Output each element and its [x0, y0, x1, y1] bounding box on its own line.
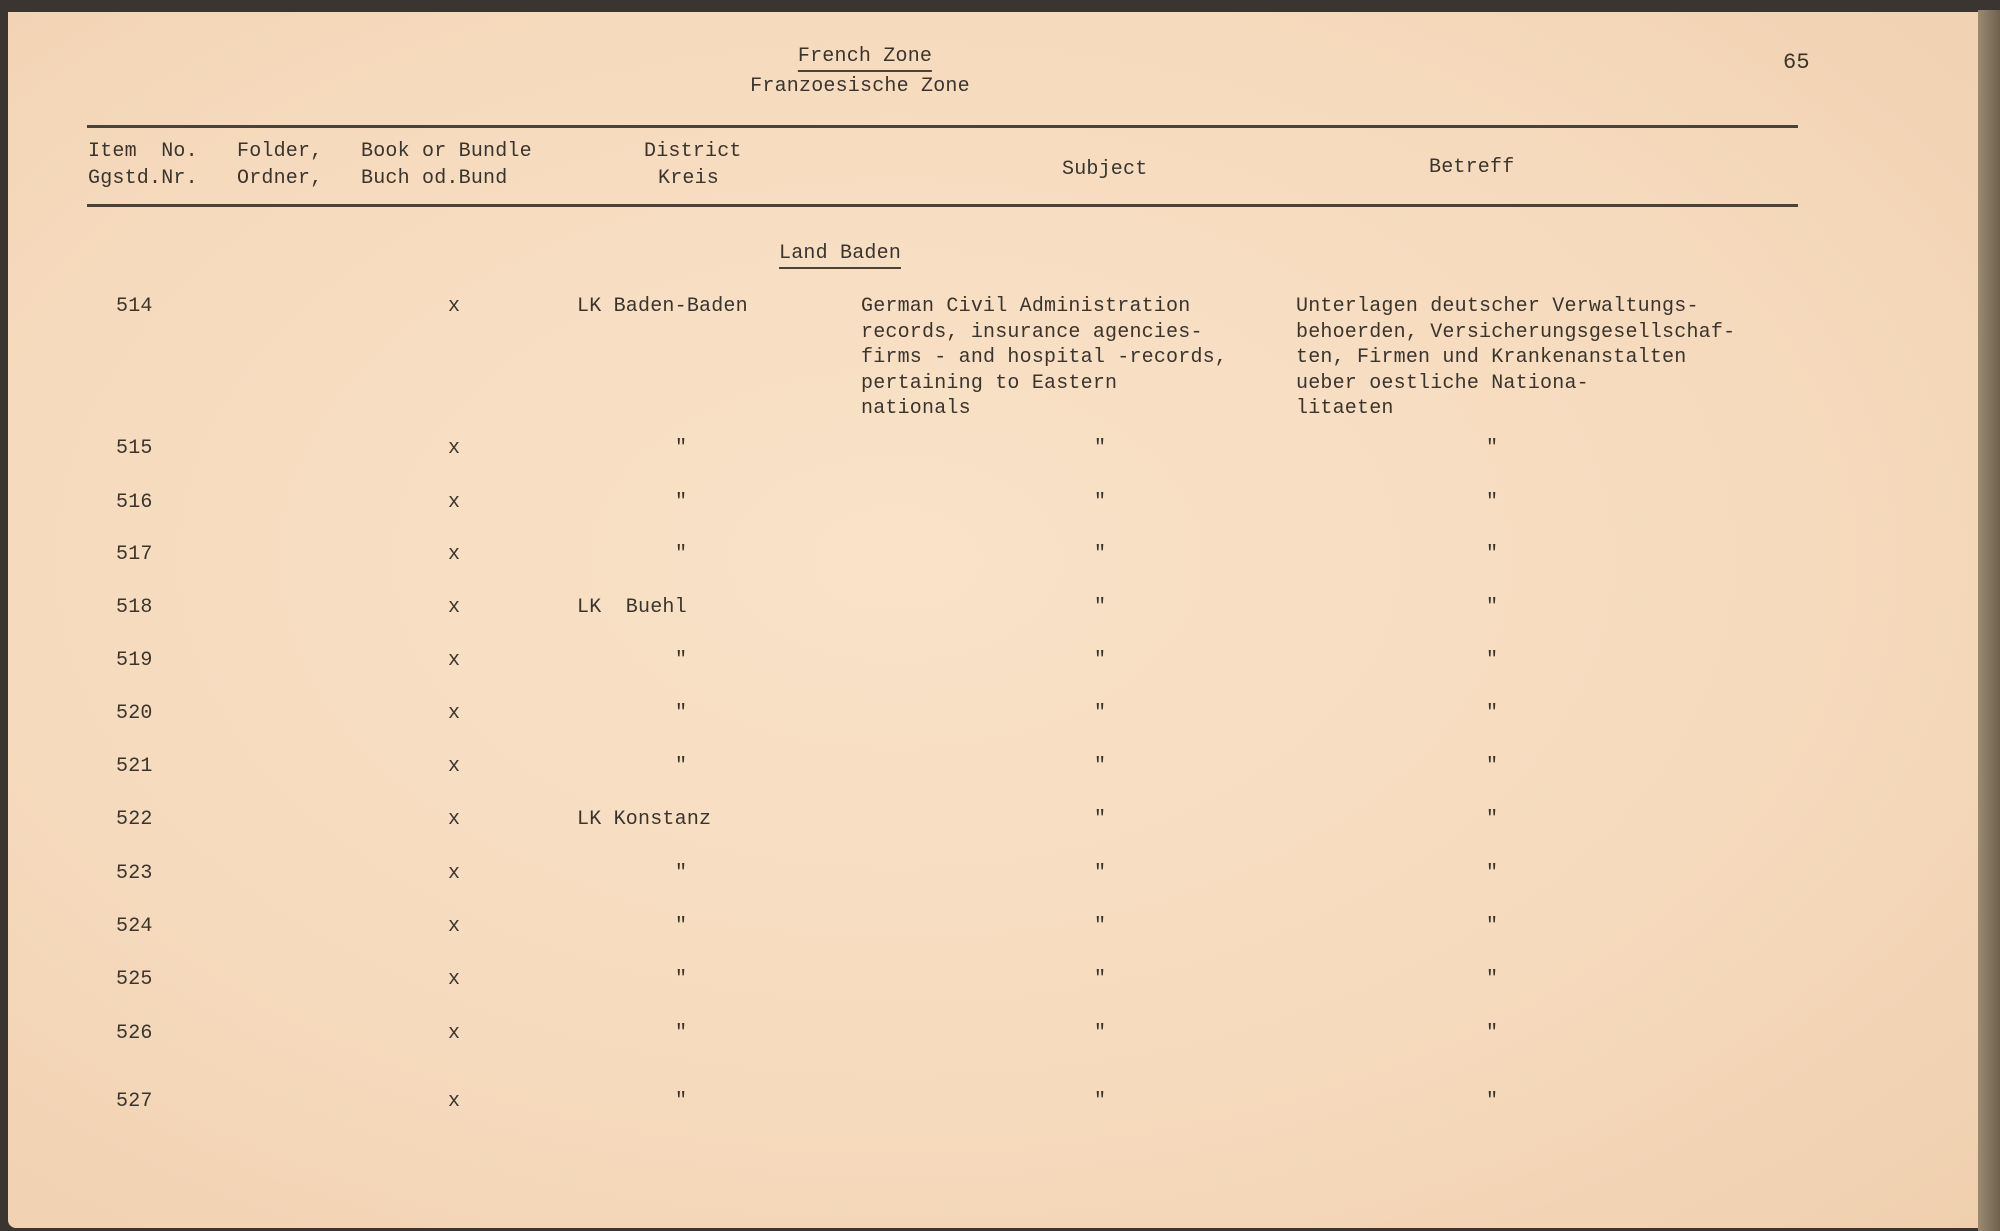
cell-district: LK Baden-Baden — [577, 295, 748, 318]
col-book-de: Buch od.Bund — [361, 167, 508, 190]
cell-district: " — [675, 702, 688, 725]
cell-item-number: 514 — [116, 295, 153, 318]
cell-district: " — [675, 543, 688, 566]
cell-subject: " — [1094, 915, 1107, 938]
cell-subject: " — [1094, 1090, 1107, 1113]
cell-book-mark: x — [448, 543, 461, 566]
header-top-rule — [87, 125, 1798, 128]
cell-betreff: " — [1486, 755, 1499, 778]
cell-betreff: " — [1486, 649, 1499, 672]
cell-district: " — [675, 1090, 688, 1113]
document-page — [8, 12, 1980, 1228]
cell-subject: " — [1094, 755, 1107, 778]
cell-district: " — [675, 437, 688, 460]
cell-item-number: 517 — [116, 543, 153, 566]
cell-subject: " — [1094, 1022, 1107, 1045]
col-book-en: Book or Bundle — [361, 140, 532, 163]
cell-book-mark: x — [448, 1090, 461, 1113]
cell-subject: " — [1094, 862, 1107, 885]
cell-betreff: " — [1486, 862, 1499, 885]
cell-book-mark: x — [448, 915, 461, 938]
cell-subject: " — [1094, 808, 1107, 831]
header-bottom-rule — [87, 204, 1798, 207]
cell-book-mark: x — [448, 491, 461, 514]
cell-item-number: 523 — [116, 862, 153, 885]
section-heading: Land Baden — [779, 241, 901, 269]
cell-district: " — [675, 1022, 688, 1045]
cell-subject: " — [1094, 437, 1107, 460]
cell-book-mark: x — [448, 437, 461, 460]
cell-betreff: " — [1486, 915, 1499, 938]
cell-book-mark: x — [448, 968, 461, 991]
cell-subject: " — [1094, 649, 1107, 672]
cell-book-mark: x — [448, 862, 461, 885]
cell-betreff: " — [1486, 543, 1499, 566]
cell-book-mark: x — [448, 755, 461, 778]
col-folder-en: Folder, — [237, 140, 323, 163]
cell-betreff: Unterlagen deutscher Verwaltungs- behoerden, Versicherungsgesellschaf- ten, Firmen und Krankenanstalten ueber oestliche Nationa- litaeten — [1296, 295, 1736, 420]
cell-item-number: 516 — [116, 491, 153, 514]
cell-item-number: 520 — [116, 702, 153, 725]
cell-betreff: " — [1486, 968, 1499, 991]
cell-item-number: 525 — [116, 968, 153, 991]
cell-book-mark: x — [448, 702, 461, 725]
cell-item-number: 522 — [116, 808, 153, 831]
cell-item-number: 518 — [116, 596, 153, 619]
cell-district: LK Buehl — [577, 596, 687, 619]
cell-betreff: " — [1486, 596, 1499, 619]
cell-subject: " — [1094, 543, 1107, 566]
title-english: French Zone — [798, 44, 932, 72]
binding-edge — [1978, 10, 2000, 1231]
cell-district: LK Konstanz — [577, 808, 712, 831]
col-item-de: Ggstd.Nr. — [88, 167, 198, 190]
title-german: Franzoesische Zone — [750, 75, 970, 98]
cell-subject: " — [1094, 596, 1107, 619]
cell-betreff: " — [1486, 702, 1499, 725]
col-subject: Subject — [1062, 158, 1148, 181]
col-district-en: District — [644, 140, 742, 163]
cell-item-number: 524 — [116, 915, 153, 938]
cell-betreff: " — [1486, 1022, 1499, 1045]
cell-district: " — [675, 915, 688, 938]
cell-item-number: 515 — [116, 437, 153, 460]
cell-subject: " — [1094, 491, 1107, 514]
cell-district: " — [675, 649, 688, 672]
cell-item-number: 521 — [116, 755, 153, 778]
cell-betreff: " — [1486, 1090, 1499, 1113]
col-betreff: Betreff — [1429, 156, 1515, 179]
cell-book-mark: x — [448, 596, 461, 619]
cell-district: " — [675, 755, 688, 778]
cell-betreff: " — [1486, 437, 1499, 460]
cell-district: " — [675, 968, 688, 991]
cell-betreff: " — [1486, 808, 1499, 831]
cell-subject: " — [1094, 968, 1107, 991]
col-folder-de: Ordner, — [237, 167, 323, 190]
cell-item-number: 519 — [116, 649, 153, 672]
cell-item-number: 527 — [116, 1090, 153, 1113]
cell-item-number: 526 — [116, 1022, 153, 1045]
cell-district: " — [675, 491, 688, 514]
cell-book-mark: x — [448, 1022, 461, 1045]
col-item-en: Item No. — [88, 140, 198, 163]
cell-book-mark: x — [448, 295, 461, 318]
col-district-de: Kreis — [658, 167, 720, 190]
cell-subject: German Civil Administration records, insurance agencies- firms - and hospital -records, pertaining to Eastern nationals — [861, 295, 1228, 420]
cell-district: " — [675, 862, 688, 885]
cell-betreff: " — [1486, 491, 1499, 514]
cell-book-mark: x — [448, 649, 461, 672]
cell-book-mark: x — [448, 808, 461, 831]
page-number: 65 — [1783, 50, 1810, 75]
cell-subject: " — [1094, 702, 1107, 725]
